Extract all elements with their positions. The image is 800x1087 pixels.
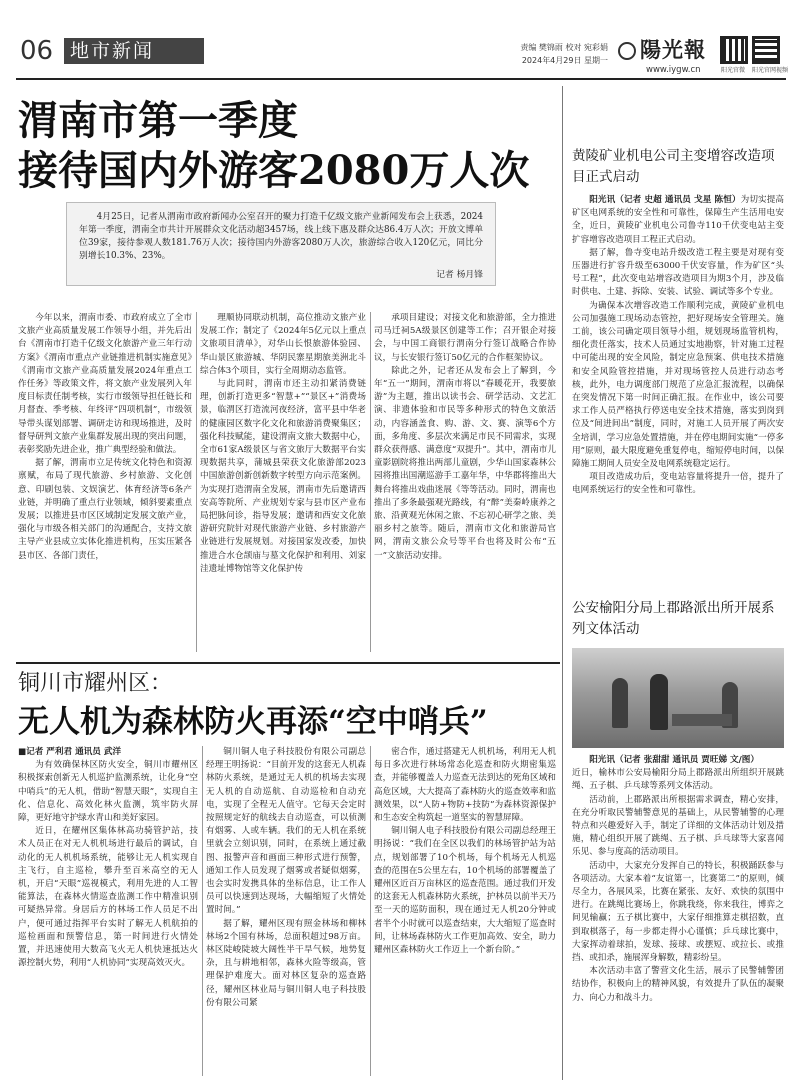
paragraph: 据了解，渭南市立足传统文化特色和资源禀赋，布局了现代旅游、乡村旅游、文化创意、印刷包装、文娱演艺、体育经济等6条产业链，并明确了重点行业领域，倾斜要素重点发展；以推进县市区区域制定发展文旅产业，强化与市级各相关部门的沟通配合，支持文旅主导产业县成立实体化推进机构，压实压紧各县市区、各部门责任， — [18, 458, 192, 561]
article-column — [18, 746, 198, 1078]
article-column — [200, 312, 366, 658]
section-label: 地市新闻 — [64, 38, 204, 64]
paragraph: 活动中，大家充分发挥自己的特长，积极踊跃参与各项活动。大家本着“友谊第一，比赛第二”的原则，倾尽全力，各展风采，比赛在紧张、友好、欢快的氛围中进行。在跳绳比赛场上，你跳我绕，你来我往，博弈之间见输赢；五子棋比赛中，大家仔细推算走棋招数，直到取棋落子，每一步都走得小心谨慎；乒乓球比赛中，大家挥动着球拍，发球、接球、或摆短、或拉长、或推挡、或扣杀，施展浑身解数，精彩纷呈。 — [572, 860, 784, 964]
sidebar-divider — [562, 86, 563, 1080]
byline: 阳光讯（记者 张甜甜 通讯员 贾旺娣 文/图） — [589, 755, 759, 765]
paragraph: 为确保本次增容改造工作顺利完成，黄陵矿业机电公司加强施工现场动态管控，把好现场安全管理关。施工前，该公司确定项目领导小组，规划现场监管机构，细化责任落实，技术人员通过实地勘察，针对施工过程中可能出现的安全风险，制定应急预案、供电技术措施和安全风险管控措施，并对现场管控人员进行动态考核，此外，电力调度部门规范了应急汇报流程，以确保在突发情况下第一时间正确汇报。在作业中，该公司要求工作人员严格执行停送电安全技术措施，落实到岗到位及“间进间出”制度，同时，对施工人员开展了两次安全培训，学习应急处置措施，并在停电期间实施“一停多用”原则，最大限度避免重复停电，缩短停电时间，以保障施工期间人员安全及电网系统稳定运行。 — [572, 300, 784, 470]
paragraph: 近日，在耀州区集体林高功骑管护站，技术人员正在对无人机机场进行最后的调试，自动化的无人机机场系统，能够让无人机实现自主飞行，自主巡检，攀升至百米高空的无人机，开启“天眼”巡视模式，利用先进的人工智能算法，在森林火情巡查监测工作中精准识别可疑热异常。身居后方的林场工作人员足不出户，便可通过指挥平台实时了解无人机航拍的巡检画面和预警信息，第一时间进行火情处置，并迅速使用大数高飞火无人机快速抵达火源控制火势，利用“人机协同”实现高效灭火。 — [18, 826, 198, 969]
paragraph: 铜川铜人电子科技股份有限公司副总经理王明扬说：“目前开发的这套无人机森林防火系统，是通过无人机的机场去实现无人机的自动巡航、自动巡检和自动充电，实现了全程无人值守。它每天会定时按照规定好的航线去自动巡查，可以侦测有烟雾、人或车辆。我们的无人机在系统里就会立刻识别，同时，在系统上通过截图、报警声音和画面三种形式进行预警，通知工作人员发现了烟雾或者疑似烟雾，也会实时发携具体的坐标信息，让工作人员可以快速到达现场，大幅缩短了火情处置时间。” — [206, 747, 366, 916]
article-column — [374, 746, 556, 1078]
paragraph: 项目改造成功后，变电站容量将提升一倍，提升了电网系统运行的安全性和可靠性。 — [572, 472, 784, 496]
headline: 接待国内外游客2080万人次 — [18, 147, 530, 194]
qr-caption: 阳光官微 — [720, 67, 745, 74]
paragraph: 除此之外，记者还从发布会上了解到，今年“五一”期间，渭南市将以“春暖花开，我要旅游”为主题，推出以读书会、研学活动、文艺汇演、非遗体验和市民等多种形式的特色文旅活动，内容涵盖食、购、游、文、赛、演等6个方面，多角度、多层次来满足市民不同需求，实现群众获得感、满意度“双提升”。其中，渭南市儿童影剧院将推出两部儿童剧，少华山国家森林公园将推出国潮巡游手工嘉年华，中华郡将推出大舞台将推出戏曲迷展《等等活动。同时，渭南也推出了多条最强观光路线，有“醉”美秦岭康养之旅、沿黄观光休闲之旅、不忘初心研学之旅、美丽乡村之旅等。随后，渭南市文化和旅游局官网，渭南文旅公众号等平台也将及时公布“五一”文旅活动安排。 — [374, 365, 556, 561]
masthead-rule — [16, 78, 786, 80]
masthead — [0, 0, 800, 80]
sun-logo-icon — [618, 42, 636, 60]
paragraph: 铜川铜人电子科技股份有限公司副总经理王明扬说：“我们在全区以我们的林场管护站为站点，规划部署了10个机场，每个机场无人机巡查的范围在5公里左右，10个机场的部署覆盖了耀州区近百万亩林区的巡查范围。通过我们开发的这套无人机森林防火系统，护林员以前半天乃至一天的巡防面积，现在通过无人机20分钟或者半个小时就可以巡查结束，大大缩短了巡查时间，让林场森林防火工作更加高效、安全，助力耀州区森林防火工作迈上一个新台阶。” — [374, 826, 556, 956]
qr-caption: 阳光官网视频 — [751, 67, 788, 74]
paragraph — [572, 194, 784, 247]
column-divider — [370, 746, 371, 1076]
byline: ■记者 严利君 通讯员 武洋 — [18, 747, 122, 757]
byline: 记者 杨月锋 — [436, 270, 483, 280]
paragraph: 理顺协同联动机制，高位推动文旅产业发展工作；制定了《2024年5亿元以上重点文旅项目清单》，对华山长恨旅游体验园、华山景区旅游城、华阴民寨星期旅美洲北斗综合体3个项目，实行全周期动态监管。 — [200, 313, 366, 376]
person-figure — [612, 678, 628, 728]
event-photo — [572, 648, 784, 748]
page-number: 06 — [20, 36, 54, 66]
section-divider — [16, 662, 560, 664]
newspaper-logo: 陽光報 — [640, 37, 706, 62]
paragraph: 今年以来，渭南市委、市政府成立了全市文旅产业高质量发展工作领导小组，并先后出台《渭南市打造千亿级文化旅游产业三年行动方案》《渭南市重点产业链推进机制实施意见》《渭南市文旅产业高质量发展2024年重点工作任务》等政策文件，将文旅产业发展列入年度目标责任制考核，实行市级领导担任链长和月督查、季考核、年终评“四项机制”，市级领导带头谋划部署、调研走访和现场推进，及时督导研判文旅产业集群发展出现的突出问题，表彰奖励先进企业，推广典型经验和做法。 — [18, 313, 192, 456]
issue-date: 2024年4月29日 星期一 — [521, 56, 608, 65]
paragraph: 承项目建设；对接文化和旅游部，全力推进司马迁祠5A级景区创建等工作；召开银企对接会，与中国工商银行渭南分行签订战略合作协议，与长安银行签订50亿元的合作框架协议。 — [374, 313, 556, 363]
qr-code-icon — [720, 36, 748, 64]
paragraph: 近日，榆林市公安局榆阳分局上郡路派出所组织开展跳绳、五子棋、乒乓球等系列文体活动。 — [572, 768, 784, 792]
headline: 渭南市第一季度 — [18, 97, 298, 144]
sidebar-article — [572, 194, 784, 594]
table-shape — [672, 714, 732, 726]
paragraph: 据了解，耀州区现有照金林场和柳林林场2个国有林场，总面积超过98万亩。林区陡峻陡坡大阔性半干旱气候，地势复杂，且与耕地相邻，森林火险等级高，管理保护难度大。面对林区复杂的巡查路径，耀州区林业局与铜川铜人电子科技股份有限公司紧 — [206, 918, 366, 1008]
column-divider — [202, 746, 203, 1076]
qr-code-icon — [752, 36, 780, 64]
column-divider — [370, 312, 371, 652]
paragraph: 密合作，通过搭建无人机机场，利用无人机每日多次进行林场常态化巡查和防火期密集巡查，并能够覆盖人力巡查无法到达的死角区域和高危区域，大大提高了森林防火的巡查效率和监测效果，以“人防+物防+技防”为森林资源保护和生态安全构筑起一道坚实的智慧屏障。 — [374, 747, 556, 824]
sidebar-article-title: 公安榆阳分局上郡路派出所开展系列文体活动 — [572, 600, 775, 637]
lead-box — [66, 202, 496, 286]
person-figure — [650, 674, 668, 730]
website: www.iygw.cn — [646, 65, 701, 75]
article-column — [18, 312, 192, 658]
article-column — [206, 746, 366, 1078]
paragraph: 据了解，鲁寺变电站升级改造工程主要是对现有变压器进行扩容升级至63000千伏安容量，作为矿区“头号工程”，此次变电站增容改造项目为期3个月，涉及临时供电、土建、拆除、安装、试验、调试等多个专业。 — [572, 247, 784, 298]
headline: 无人机为森林防火再添“空中哨兵” — [18, 704, 488, 740]
byline: 阳光讯（记者 史超 通讯员 戈星 陈恒） — [589, 195, 741, 205]
duty-editor: 责编 樊锦雨 校对 宛彩娟 — [520, 43, 608, 52]
paragraph: 与此同时，渭南市还主动扣紧消费链理，创新打造更多“智慧+”“景区+”消费场景，临渭区打造流河夜经济，富平县中华老的健康园区数字化文化和旅游消费聚集区；强化科技赋能，建设渭南文旅大数据中心，全市61家A级景区与省文旅厅大数据平台实现数据共享，蒲城县荣获文化旅游部2023中国旅游创新创新数字转型方向示范案例。为实现打造渭南全发展，渭南市先后邀请西安高等院所、产业规划专家与县市区产业布局把脉问诊，指导发展；邀请和西安文化旅游研究院针对现代旅游产业链、乡村旅游产业链进行发展规划。对接国家发改委，加快推进合水仓颉庙与墓文化保护和利用、刘家洼遗址博物馆等文化保护传 — [200, 379, 366, 574]
sidebar-article-title: 黄陵矿业机电公司主变增容改造项目正式启动 — [572, 148, 775, 185]
paragraph — [572, 754, 784, 767]
paragraph-text: 为切实提高矿区电网系统的安全性和可靠性，保障生产生活用电安全，近日，黄陵矿业机电公司鲁寺110千伏变电站主变扩容增容改造项目工程正式启动。 — [572, 195, 784, 245]
article-column — [374, 312, 556, 658]
paragraph: 本次活动丰富了警营文化生活，展示了民警辅警团结协作，积极向上的精神风貌，有效提升了队伍的凝聚力、向心力和战斗力。 — [572, 966, 784, 1003]
paragraph: 活动前，上郡路派出所根据需求调查，精心安排，在充分听取民警辅警意见的基础上，从民警辅警的心理特点和兴趣爱好入手，制定了详细的文体活动计划及措施，精心组织开展了跳绳、五子棋、乒乓球等大家喜闻乐见、参与度高的活动项目。 — [572, 794, 784, 858]
kicker: 铜川市耀州区： — [18, 671, 173, 696]
lead-text: 4月25日，记者从渭南市政府新闻办公室召开的聚力打造千亿级文旅产业新闻发布会上获悉，2024年第一季度，渭南全市共计开展群众文化活动超3457场，线上线下惠及群众达86.4万人次；开放文博单位39家，接待参观人数181.76万人次；接待国内外游客2080万人次，旅游综合收入120亿元，同比分别增长10.3%、23%。 — [79, 212, 483, 261]
paragraph: 为有效确保林区防火安全，铜川市耀州区积极探索创新无人机巡护监测系统，让化身“空中哨兵”的无人机，借助“智慧天眼”，实现自主化、信息化、高效化林火监测，筑牢防火屏障，更好地守护绿水青山和美好家园。 — [18, 760, 198, 824]
column-divider — [196, 312, 197, 652]
sidebar-article — [572, 754, 784, 1078]
